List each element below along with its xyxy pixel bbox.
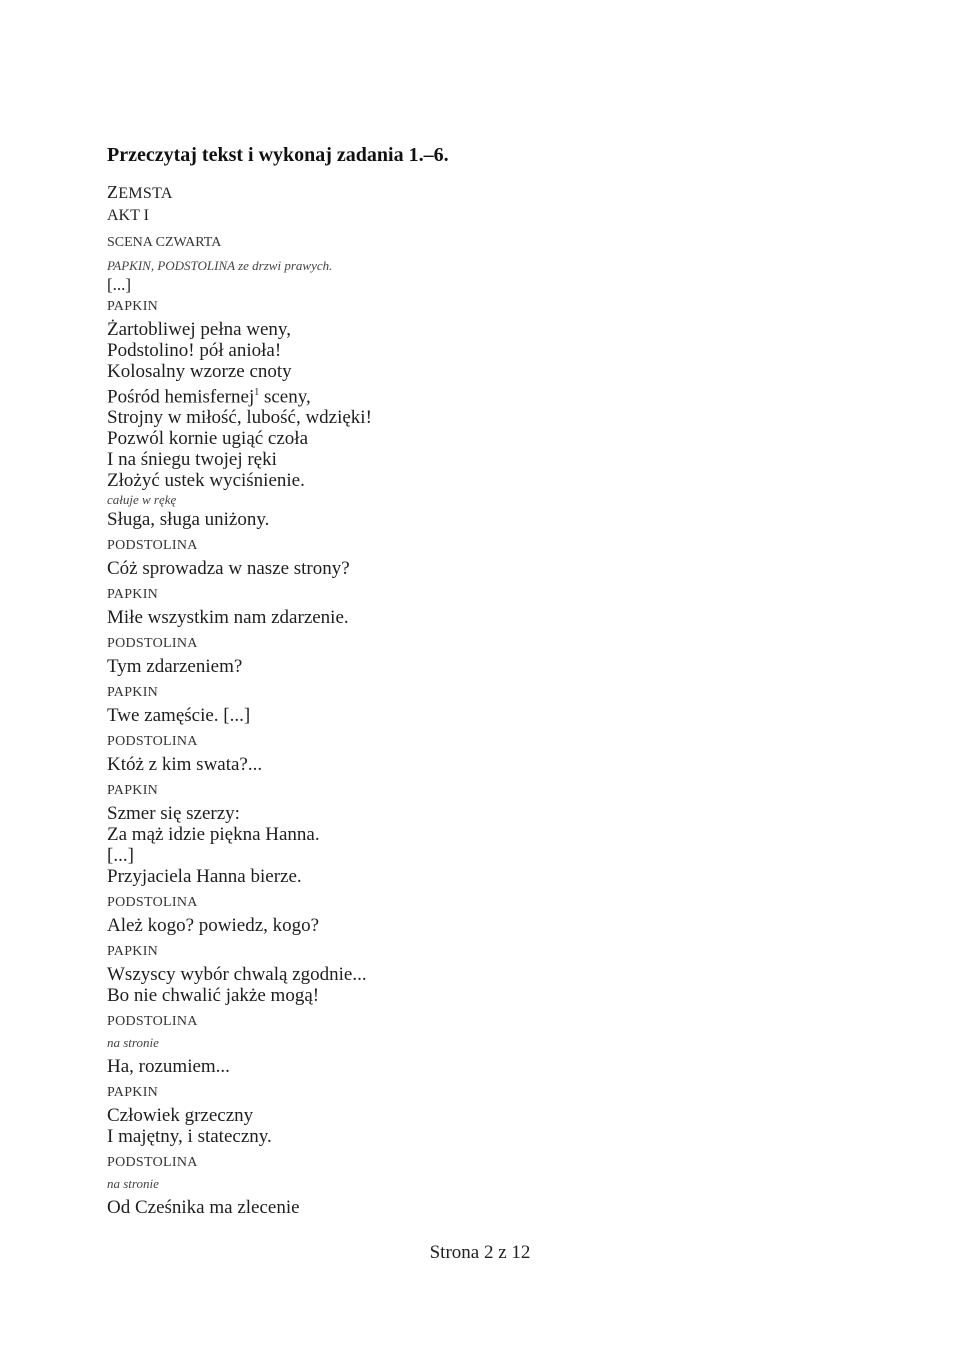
verse-line: Miłe wszystkim nam zdarzenie.: [107, 607, 349, 629]
speaker-podstolina: PODSTOLINA: [107, 1155, 198, 1171]
verse-line: Cóż sprowadza w nasze strony?: [107, 558, 350, 580]
verse-line: Żartobliwej pełna weny,: [107, 319, 291, 340]
speaker-podstolina: PODSTOLINA: [107, 1014, 198, 1030]
verse-line: Wszyscy wybór chwalą zgodnie...: [107, 964, 367, 986]
page-content: [107, 142, 807, 1218]
verse-line: Któż z kim swata?...: [107, 754, 263, 776]
verse-line: Przyjaciela Hanna bierze.: [107, 866, 302, 888]
verse-line: Kolosalny wzorze cnoty: [107, 361, 292, 382]
verse-line: Podstolino! pół anioła!: [107, 340, 282, 361]
speaker-papkin: PAPKIN: [107, 1085, 159, 1101]
verse-line: Strojny w miłość, lubość, wdzięki!: [107, 407, 372, 429]
speaker-podstolina: PODSTOLINA: [107, 538, 198, 554]
speech-block: [107, 319, 807, 530]
speaker-podstolina: PODSTOLINA: [107, 734, 198, 750]
speaker-papkin: PAPKIN: [107, 299, 159, 314]
verse-line: Od Cześnika ma zlecenie: [107, 1197, 300, 1219]
verse-line: Złożyć ustek wyciśnienie.: [107, 470, 305, 492]
verse-line: I majętny, i stateczny.: [107, 1126, 272, 1148]
verse-line: Twe zamęście. [...]: [107, 705, 251, 727]
task-instruction: Przeczytaj tekst i wykonaj zadania 1.–6.: [107, 144, 449, 166]
footnote-marker: 1: [254, 387, 260, 398]
omission-mark: [...]: [107, 275, 132, 294]
stage-direction: na stronie: [107, 1176, 159, 1192]
verse-line: I na śniegu twojej ręki: [107, 449, 277, 471]
stage-direction: na stronie: [107, 1035, 159, 1051]
speaker-papkin: PAPKIN: [107, 587, 159, 603]
speaker-papkin: PAPKIN: [107, 685, 159, 701]
verse-line: Tym zdarzeniem?: [107, 656, 243, 678]
page-number: Strona 2 z 12: [429, 1242, 531, 1263]
speaker-podstolina: PODSTOLINA: [107, 636, 198, 652]
speaker-podstolina: PODSTOLINA: [107, 895, 198, 911]
verse-line: Szmer się szerzy:: [107, 803, 240, 825]
speaker-papkin: PAPKIN: [107, 944, 159, 960]
verse-line: Sługa, sługa uniżony.: [107, 509, 270, 531]
verse-line: [...]: [107, 845, 134, 867]
play-title: ZEMSTA: [107, 182, 173, 202]
verse-line: Człowiek grzeczny: [107, 1105, 254, 1127]
verse-line: Pozwól kornie ugiąć czoła: [107, 428, 309, 450]
verse-line: Bo nie chwalić jakże mogą!: [107, 985, 320, 1007]
stage-direction: całuje w rękę: [107, 492, 177, 508]
stage-direction: PAPKIN, PODSTOLINA ze drzwi prawych.: [107, 258, 333, 273]
verse-line: Pośród hemisfernej$^1$ sceny,: [107, 386, 311, 408]
verse-line: Alеż kogo? powiedz, kogo?: [107, 915, 320, 937]
verse-line: Za mąż idzie piękna Hanna.: [107, 824, 320, 846]
scene-heading: SCENA CZWARTA: [107, 235, 222, 250]
verse-line: Ha, rozumiem...: [107, 1056, 230, 1078]
speaker-papkin: PAPKIN: [107, 783, 159, 799]
act-heading: AKT I: [107, 207, 149, 224]
